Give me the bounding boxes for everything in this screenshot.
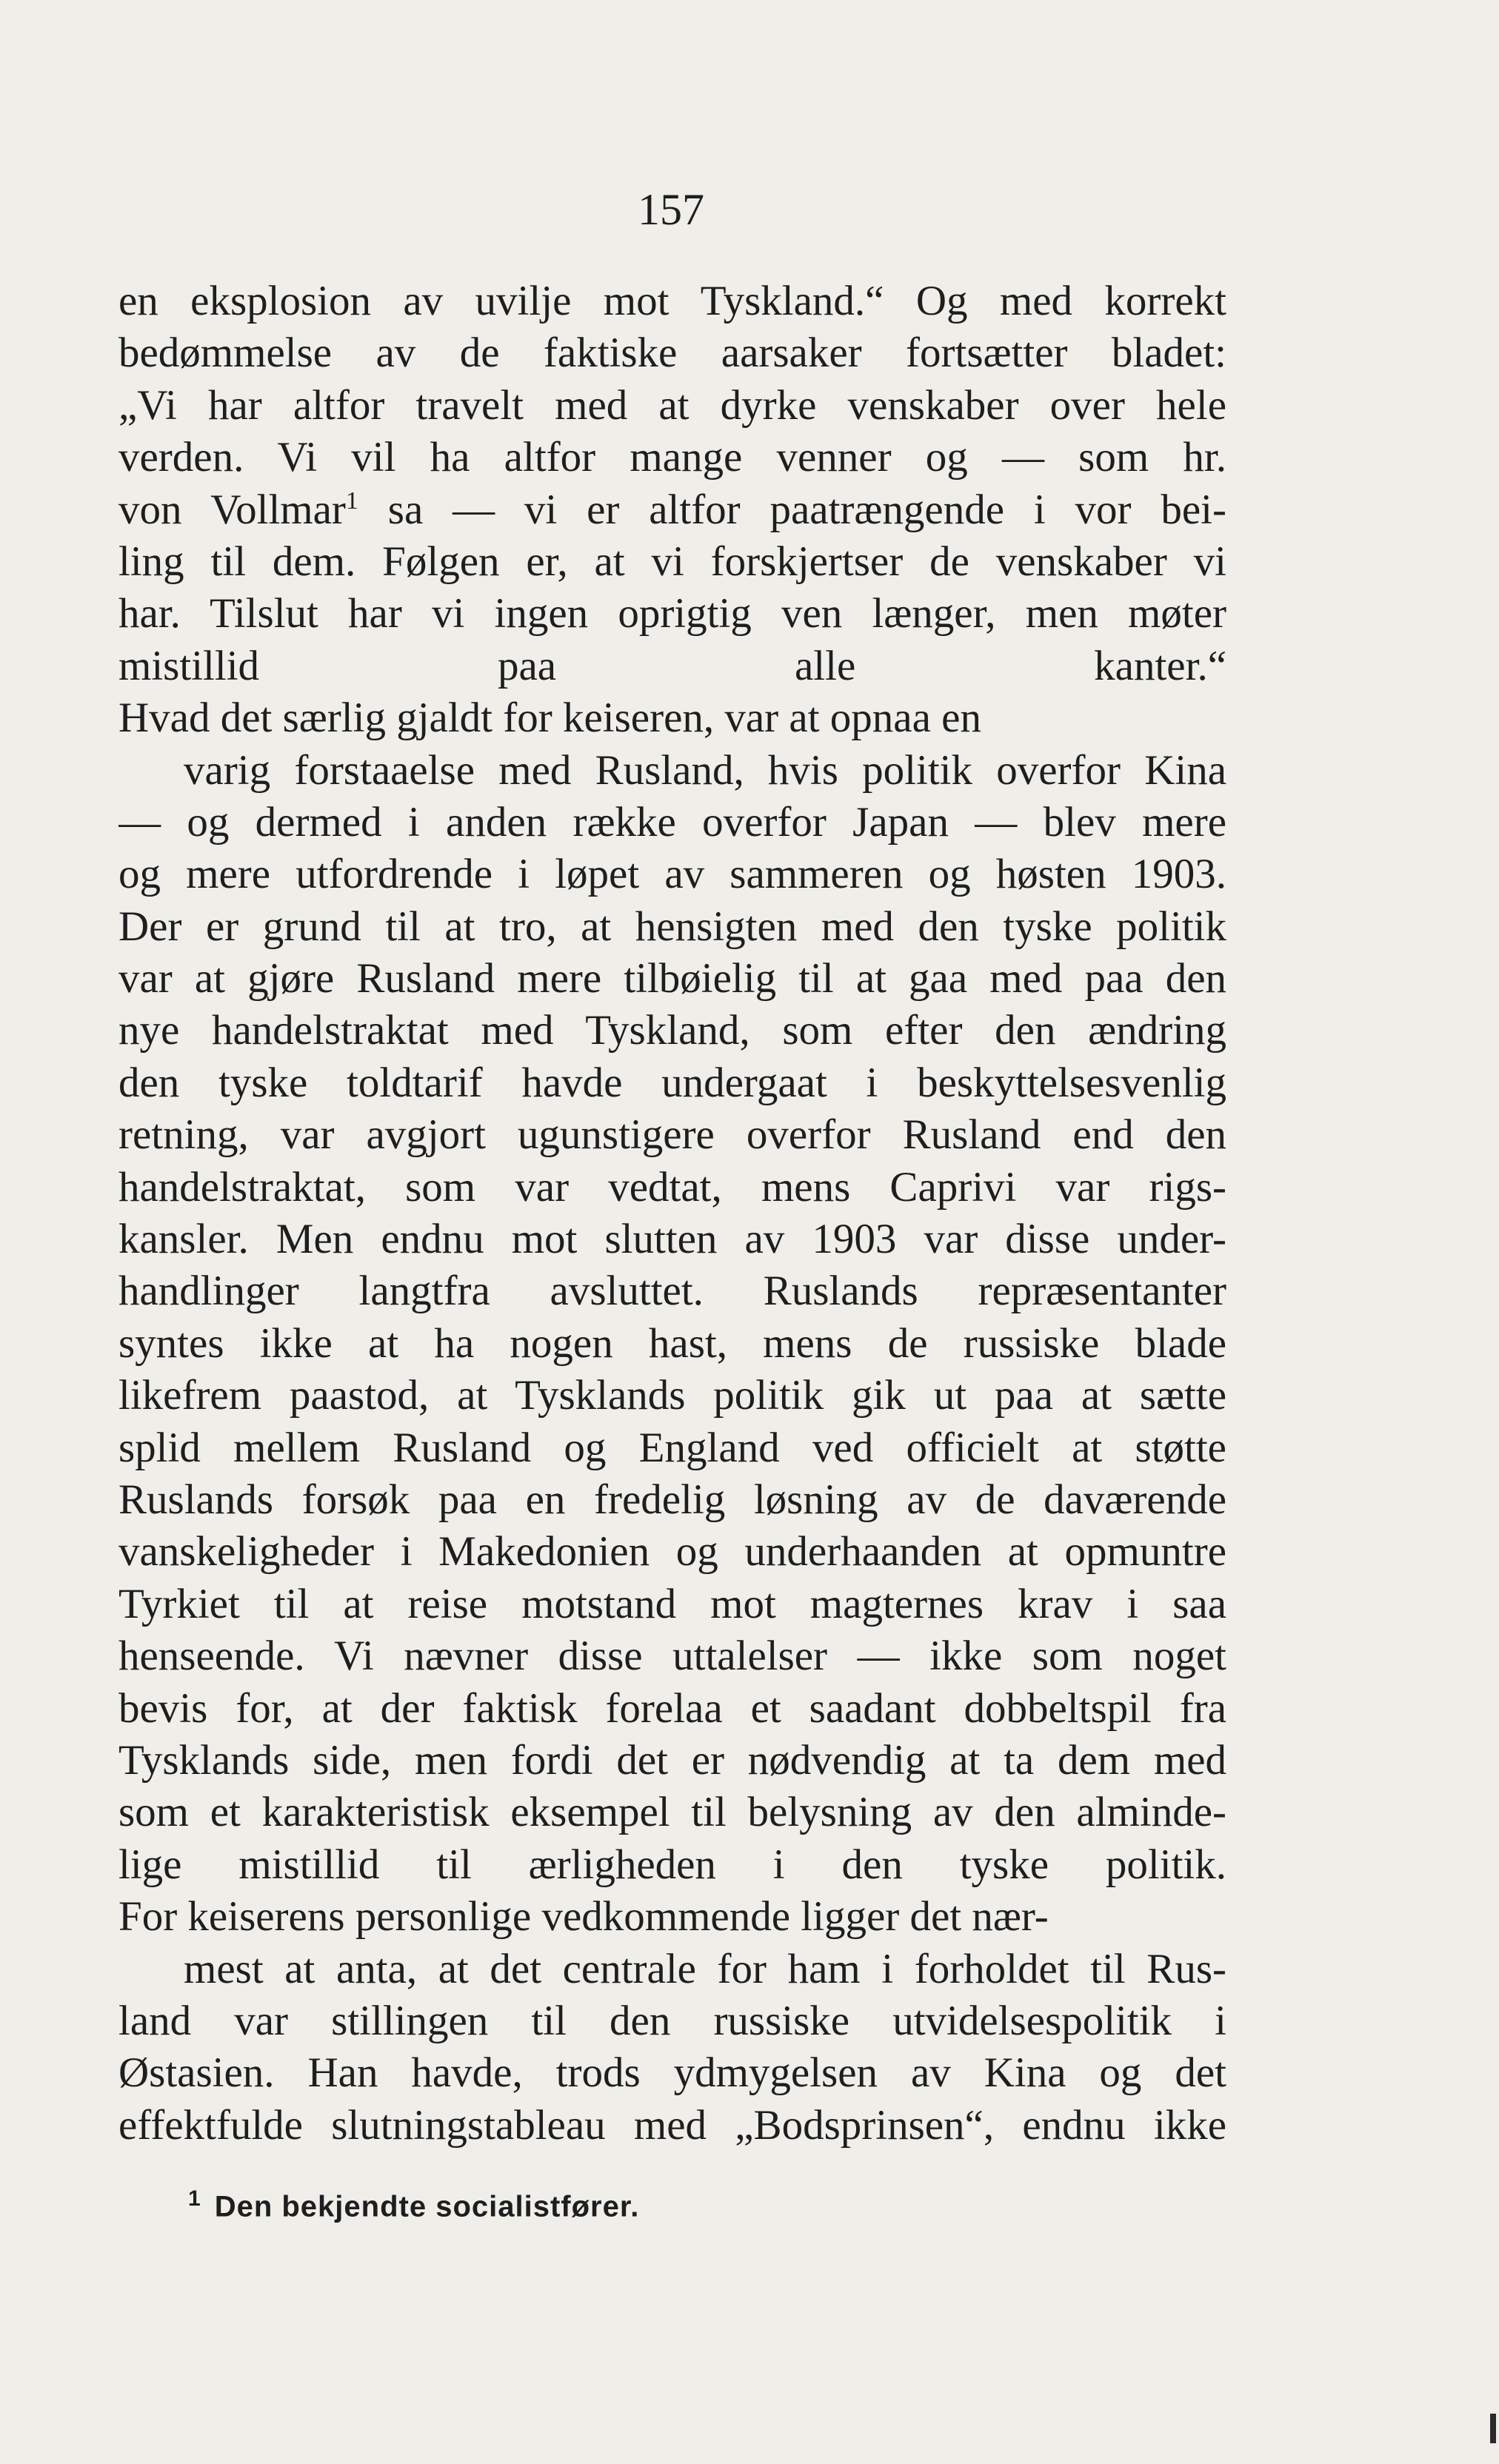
text-line: ling til dem. Følgen er, at vi forskjertser de venskaber vi	[118, 538, 1226, 585]
text-line: Ruslands forsøk paa en fredelig løsning av de daværende	[118, 1476, 1226, 1523]
text-line: — og dermed i anden række overfor Japan — blev mere	[118, 798, 1226, 846]
footnote-mark: 1	[188, 2186, 201, 2211]
text-line: Tyrkiet til at reise motstand mot magternes krav i saa	[118, 1580, 1226, 1627]
text-line: handelstraktat, som var vedtat, mens Caprivi var rigs-	[118, 1163, 1226, 1211]
text-line: effektfulde slutningstableau med „Bodsprinsen“, endnu ikke	[118, 2101, 1226, 2149]
text-line: Hvad det særlig gjaldt for keiseren, var at opnaa en	[118, 694, 981, 742]
footnote-text: Den bekjendte socialistfører.	[214, 2190, 640, 2223]
text-line: som et karakteristisk eksempel til belysning av den alminde-	[118, 1789, 1226, 1836]
text-line: en eksplosion av uvilje mot Tyskland.“ Og med korrekt	[118, 278, 1226, 324]
text-line: handlinger langtfra avsluttet. Ruslands repræsentanter	[118, 1268, 1226, 1315]
text-line: lige mistillid til ærligheden i den tyske politik.	[118, 1841, 1226, 1888]
text-line: har. Tilslut har vi ingen oprigtig ven længer, men møter	[118, 590, 1226, 637]
text-line: Der er grund til at tro, at hensigten med den tyske politik	[118, 903, 1226, 950]
text-line: „Vi har altfor travelt med at dyrke venskaber over hele	[118, 381, 1226, 429]
text-line: verden. Vi vil ha altfor mange venner og — som hr.	[118, 434, 1226, 481]
text-line: den tyske toldtarif havde undergaat i beskyttelsesvenlig	[118, 1059, 1226, 1106]
text-line: Østasien. Han havde, trods ydmygelsen av Kina og det	[118, 2049, 1226, 2097]
text-line: likefrem paastod, at Tysklands politik gik ut paa at sætte	[118, 1372, 1226, 1419]
body-text	[118, 275, 1226, 2152]
text-line: For keiserens personlige vedkommende ligger det nær-	[118, 1893, 1049, 1941]
text-line: henseende. Vi nævner disse uttalelser — ikke som noget	[118, 1633, 1226, 1680]
text-line: var at gjøre Rusland mere tilbøielig til at gaa med paa den	[118, 955, 1226, 1002]
text-line: nye handelstraktat med Tyskland, som efter den ændring	[118, 1007, 1226, 1054]
text-line: bedømmelse av de faktiske aarsaker fortsætter bladet:	[118, 329, 1226, 377]
footnote-reference: 1	[345, 486, 358, 515]
text-line: syntes ikke at ha nogen hast, mens de russiske blade	[118, 1319, 1226, 1367]
footnote	[188, 2177, 1225, 2229]
text-line: vanskeligheder i Makedonien og underhaanden at opmuntre	[118, 1528, 1226, 1576]
text-line: mistillid paa alle kanter.“	[118, 642, 1226, 689]
text-line: bevis for, at der faktisk forelaa et saadant dobbeltspil fra	[118, 1684, 1226, 1732]
text-segment: sa — vi er altfor paatrængende i vor bei-	[358, 486, 1226, 533]
text-line: kansler. Men endnu mot slutten av 1903 var disse under-	[118, 1216, 1226, 1263]
text-line: Tysklands side, men fordi det er nødvendig at ta dem med	[118, 1736, 1226, 1784]
page-number: 157	[638, 185, 704, 234]
text-line: og mere utfordrende i løpet av sammeren og høsten 1903.	[118, 851, 1226, 898]
text-line-with-footnote	[118, 484, 1226, 536]
edge-mark	[1490, 2414, 1496, 2443]
text-line: land var stillingen til den russiske utvidelsespolitik i	[118, 1997, 1226, 2044]
text-segment: von Vollmar	[118, 486, 346, 533]
text-line: retning, var avgjort ugunstigere overfor Rusland end den	[118, 1111, 1226, 1159]
paragraph-first-line: varig forstaaelse med Rusland, hvis politik overfor Kina	[184, 746, 1226, 794]
paragraph-first-line: mest at anta, at det centrale for ham i forholdet til Rus-	[184, 1945, 1226, 1992]
text-line: splid mellem Rusland og England ved officielt at støtte	[118, 1424, 1226, 1471]
